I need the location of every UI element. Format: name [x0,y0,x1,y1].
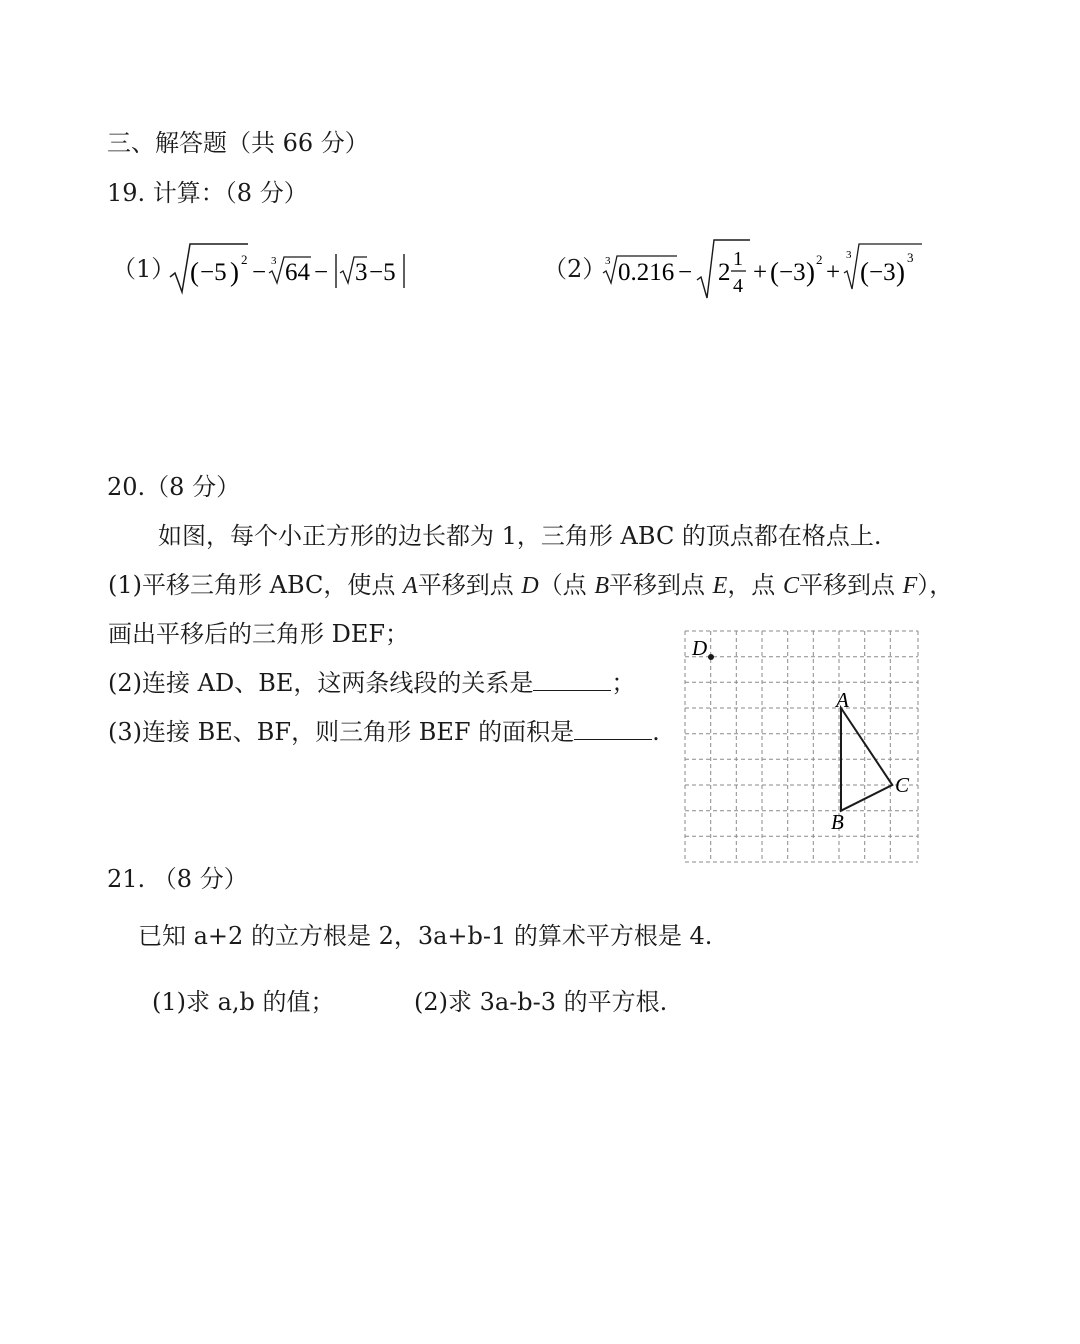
q20-part1-continued: 画出平移后的三角形 DEF； [108,620,410,648]
q19-part2-label: （2） [543,255,607,283]
q20-grid-lines [685,631,918,862]
q21-given: 已知 a+2 的立方根是 2，3a+b-1 的算术平方根是 4. [138,922,713,950]
q19-p1-open-paren: ( [190,257,199,287]
q19-p1-minus2: − [314,259,329,286]
q20-grid-figure [683,629,923,865]
q20-label-c: C [895,773,910,797]
q19-p1-minus1: − [252,259,267,286]
q19-p2-exp3: 3 [907,250,914,265]
q20-p1-point-e: E [712,573,728,599]
q19-p2-num1: 1 [733,248,743,270]
q21-part1: (1)求 a,b 的值； [152,988,335,1016]
q19-p2-plus2: + [826,259,841,286]
q20-p1-t1: 平移到点 [417,571,522,599]
q19-p2-m3: −3 [779,259,806,286]
q20-p1-point-a: A [403,573,418,599]
q21-part2: (2)求 3a-b-3 的平方根. [414,988,668,1016]
q20-p1-t4: ，点 [727,571,783,599]
q20-intro: 如图，每个小正方形的边长都为 1，三角形 ABC 的顶点都在格点上. [158,522,882,550]
q20-header: 20.（8 分） [107,473,241,501]
q20-p2-answer-blank[interactable] [533,668,611,691]
q19-p1-cbrt-index: 3 [271,255,277,267]
q19-p1-neg5: −5 [200,259,227,286]
q20-p2-text: (2)连接 AD、BE，这两条线段的关系是 [108,669,534,697]
q20-p1-t5: 平移到点 [798,571,903,599]
q20-part3 [108,717,660,747]
q19-p2-plus1: + [753,259,768,286]
q20-p1-point-f: F [902,573,918,599]
q20-label-a: A [836,688,849,712]
q19-p2-cbrt-index1: 3 [605,255,611,267]
q19-part1-expression [168,240,428,300]
q19-header: 19. 计算：（8 分） [107,179,308,207]
q20-part1 [108,570,953,601]
q19-p2-cbrt-index2: 3 [846,249,852,261]
q20-p1-t2: （点 [538,571,595,599]
q20-p1-point-d: D [521,573,539,599]
q20-label-b: B [831,810,844,834]
q20-p1-point-b: B [594,573,609,599]
q19-p2-open-paren2: ( [860,257,869,287]
q20-p1-t3: 平移到点 [609,571,713,599]
q21-header: 21. （8 分） [107,865,248,893]
q20-label-d: D [692,636,708,660]
q19-part1-label: （1） [112,255,176,283]
q19-p1-n64: 64 [285,259,310,286]
q20-p3-answer-blank[interactable] [574,717,652,740]
q20-point-d-dot [708,654,714,660]
q19-p1-exp2: 2 [241,252,248,267]
q19-p2-close-paren1: ) [806,257,815,287]
q19-part2-expression [600,234,930,304]
q20-p2-end: ； [611,669,636,697]
q19-p2-open-paren1: ( [770,257,779,287]
q19-p2-minus: − [678,259,693,286]
q19-p2-m3b: −3 [869,259,896,286]
q19-p2-close-paren2: ) [896,257,905,287]
q20-p1-point-c: C [782,573,799,599]
q20-p3-text: (3)连接 BE、BF，则三角形 BEF 的面积是 [108,718,575,746]
q19-p2-den4: 4 [733,275,743,297]
q20-p1-pre: (1)平移三角形 ABC，使点 [108,571,404,599]
q20-p1-t6: ）， [917,571,954,599]
q19-p1-s3: 3 [355,259,368,286]
q20-p3-end: . [652,718,660,746]
q19-p2-n0216: 0.216 [618,259,675,286]
q19-p1-close-paren: ) [230,257,239,287]
q20-part2 [108,668,635,698]
q19-p2-exp2: 2 [816,252,823,267]
q19-p2-whole2: 2 [718,259,731,286]
section-title: 三、解答题（共 66 分） [107,129,369,157]
q19-p1-m5: −5 [369,259,396,286]
